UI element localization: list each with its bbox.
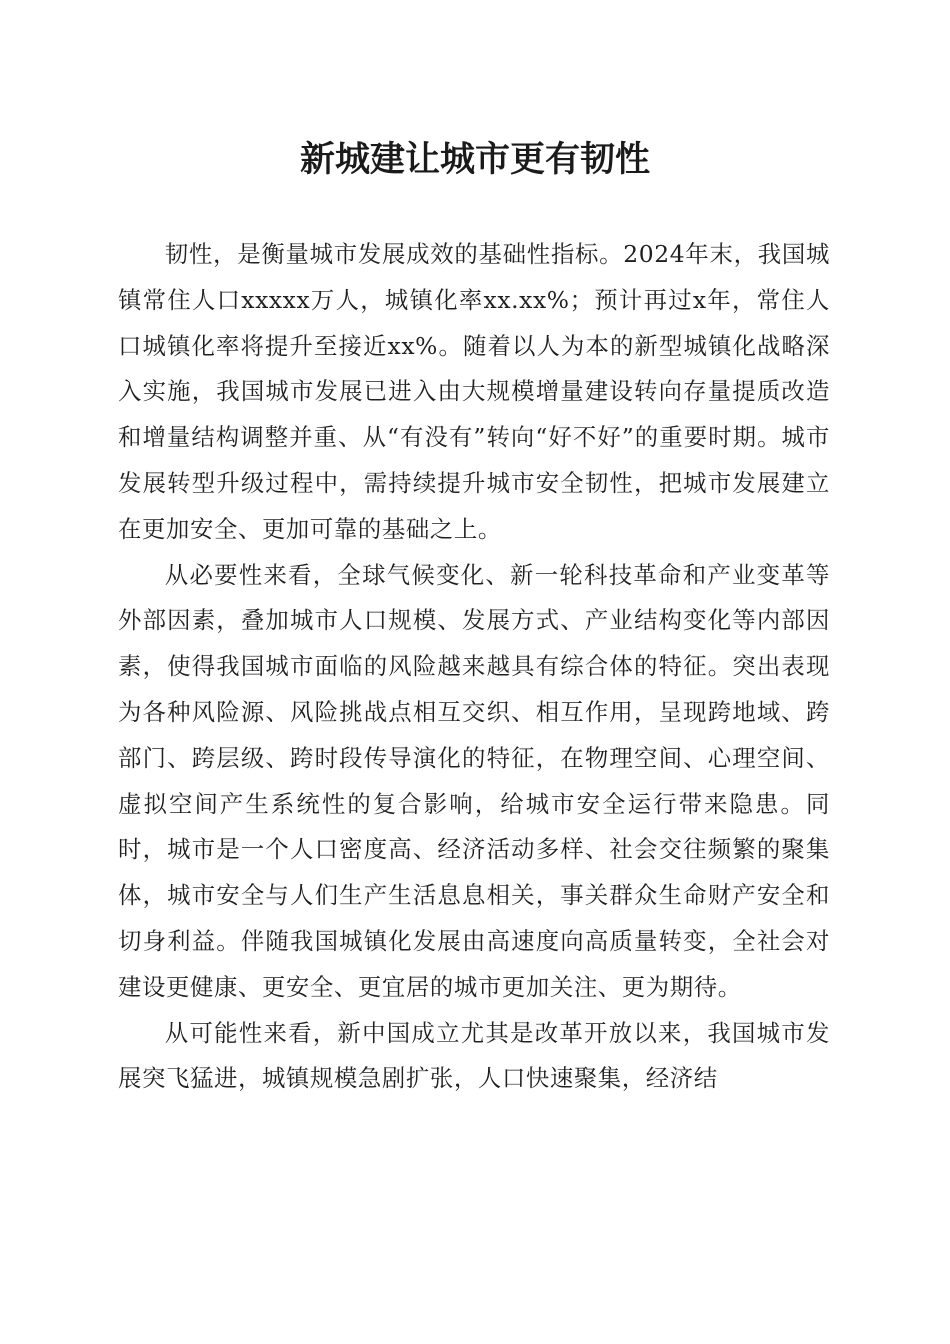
document-body	[118, 232, 830, 1102]
paragraph-1: 韧性，是衡量城市发展成效的基础性指标。2024年末，我国城镇常住人口xxxxx万人，城镇化率xx.xx%；预计再过x年，常住人口城镇化率将提升至接近xx%。随着以人为本的新型城镇化战略深入实施，我国城市发展已进入由大规模增量建设转向存量提质改造和增量结构调整并重、从“有没有”转向“好不好”的重要时期。城市发展转型升级过程中，需持续提升城市安全韧性，把城市发展建立在更加安全、更加可靠的基础之上。	[118, 240, 830, 543]
paragraph-2: 从必要性来看，全球气候变化、新一轮科技革命和产业变革等外部因素，叠加城市人口规模、发展方式、产业结构变化等内部因素，使得我国城市面临的风险越来越具有综合体的特征。突出表现为各种风险源、风险挑战点相互交织、相互作用，呈现跨地域、跨部门、跨层级、跨时段传导演化的特征，在物理空间、心理空间、虚拟空间产生系统性的复合影响，给城市安全运行带来隐患。同时，城市是一个人口密度高、经济活动多样、社会交往频繁的聚集体，城市安全与人们生产生活息息相关，事关群众生命财产安全和切身利益。伴随我国城镇化发展由高速度向高质量转变，全社会对建设更健康、更安全、更宜居的城市更加关注、更为期待。	[118, 560, 830, 1001]
paragraph-3: 从可能性来看，新中国成立尤其是改革开放以来，我国城市发展突飞猛进，城镇规模急剧扩张，人口快速聚集，经济结	[118, 1018, 830, 1093]
document-title: 新城建让城市更有韧性	[299, 139, 650, 180]
